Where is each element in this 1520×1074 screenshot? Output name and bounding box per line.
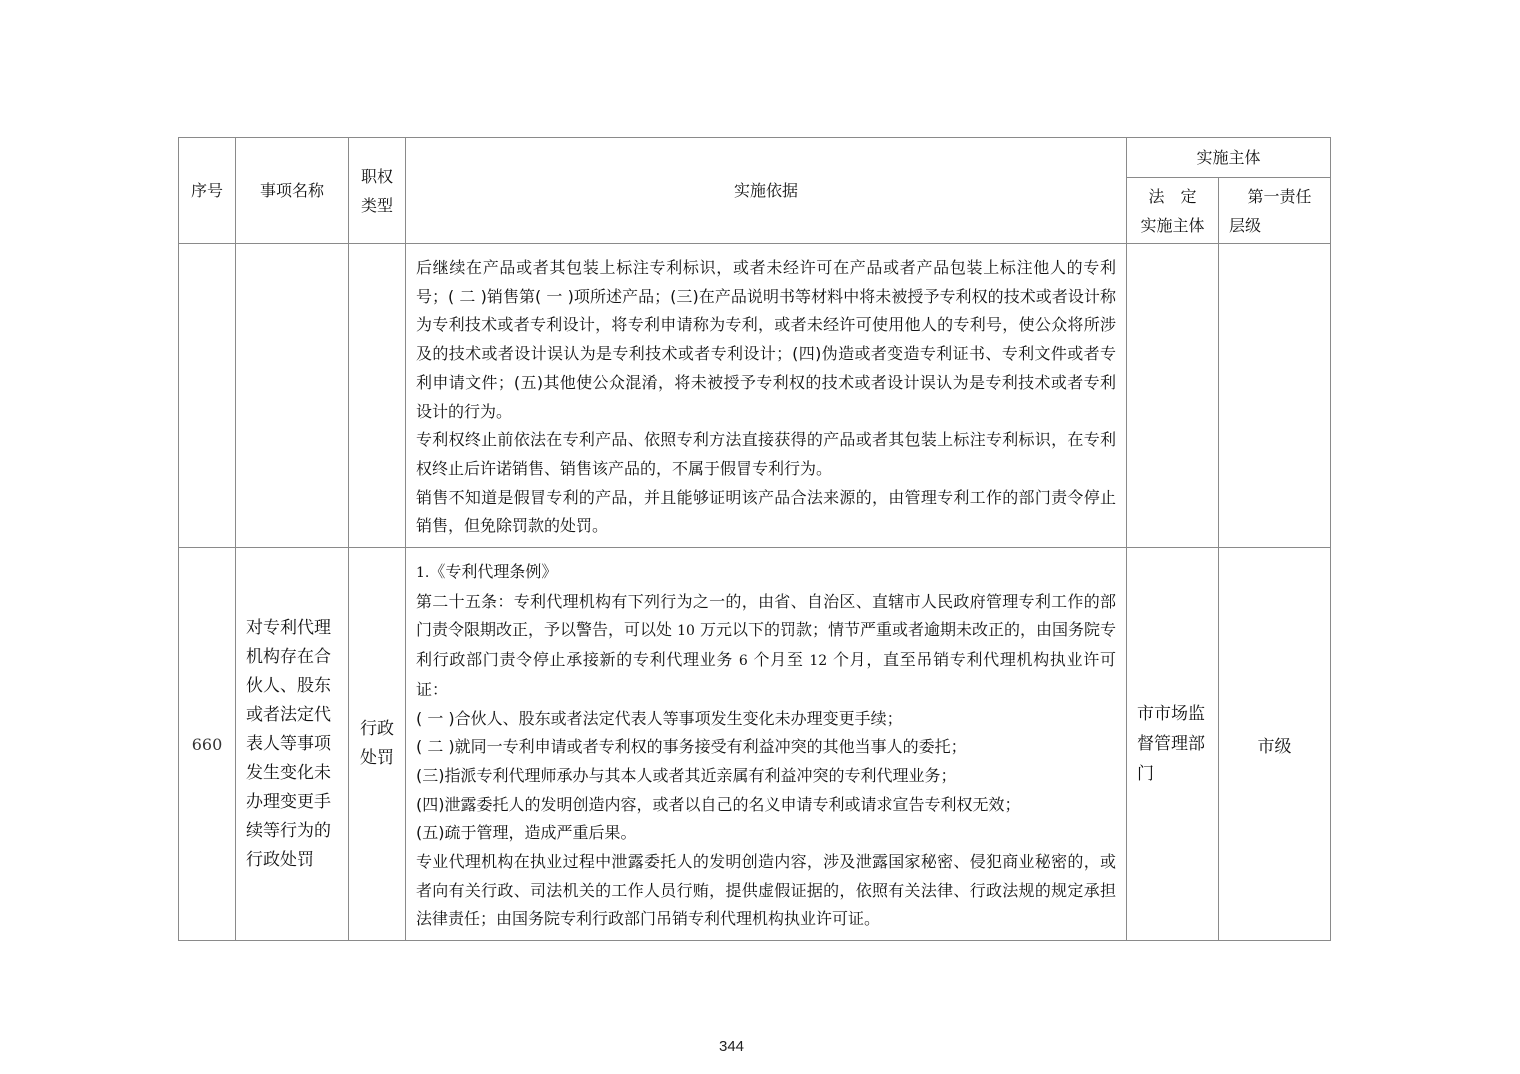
header-power-type-line1: 职权 [360, 166, 393, 186]
cell-name-empty [236, 244, 349, 548]
cell-power-type [349, 548, 406, 941]
header-legal-subject [1127, 178, 1219, 244]
article-number: 12 [809, 653, 828, 670]
basis-item: (五)疏于管理，造成严重后果。 [416, 823, 637, 843]
basis-title [416, 558, 1116, 588]
header-first-level [1219, 178, 1331, 244]
basis-paragraph: 销售不知道是假冒专利的产品，并且能够证明该产品合法来源的，由管理专利工作的部门责令停止销售，但免除罚款的处罚。 [416, 487, 1116, 536]
header-item-name: 事项名称 [236, 138, 349, 244]
cell-item-name: 对专利代理机构存在合伙人、股东或者法定代表人等事项发生变化未办理变更手续等行为的行政处罚 [236, 548, 349, 941]
power-type-line1: 行政 [360, 719, 394, 740]
cell-legal-subject: 市市场监督管理部门 [1127, 548, 1219, 941]
header-power-type-line2: 类型 [360, 195, 393, 215]
cell-type-empty [349, 244, 406, 548]
header-serial: 序号 [179, 138, 236, 244]
cell-serial: 660 [179, 548, 236, 941]
basis-item: (四)泄露委托人的发明创造内容，或者以自己的名义申请专利或请求宣告专利权无效； [416, 794, 1021, 814]
article-text: 第二十五条：专利代理机构有下列行为之一的，由省、自治区、直辖市人民政府管理专利工作的部门责令限期改正，予以警告，可以处 [416, 591, 1116, 640]
article-number: 10 [677, 623, 695, 640]
cell-first-level: 市级 [1219, 548, 1331, 941]
power-type-line2: 处罚 [360, 748, 394, 769]
matters-table [178, 137, 1331, 941]
table-row-660 [179, 548, 1331, 941]
basis-title-text: 《专利代理条例》 [429, 562, 558, 582]
cell-serial-empty [179, 244, 236, 548]
basis-paragraph: 专利权终止前依法在专利产品、依照专利方法直接获得的产品或者其包装上标注专利标识，在专利权终止后许诺销售、销售该产品的，不属于假冒专利行为。 [416, 430, 1116, 478]
basis-paragraph: 后继续在产品或者其包装上标注专利标识，或者未经许可在产品或者产品包装上标注他人的专利号；( 二 )销售第( 一 )项所述产品；(三)在产品说明书等材料中将未被授予专利权的技术或者设计称为专利技术或者专利设计，将专利申请称为专利，或者未经许可使用他人的专利号，使公众将所涉及的技术或者设计误认为是专利技术或者专利设计；(四)伪造或者变造专利证书、专利文件或者专利申请文件；(五)其他使公众混淆，将未被授予专利权的技术或者设计误认为是专利技术或者专利设计的行为。 [416, 258, 1116, 421]
basis-paragraph: 专业代理机构在执业过程中泄露委托人的发明创造内容，涉及泄露国家秘密、侵犯商业秘密的，或者向有关行政、司法机关的工作人员行贿，提供虚假证据的，依照有关法律、行政法规的规定承担法律责任；由国务院专利行政部门吊销专利代理机构执业许可证。 [416, 852, 1116, 929]
basis-item: ( 二 )就同一专利申请或者专利权的事务接受有利益冲突的其他当事人的委托； [416, 737, 967, 757]
page-number: 344 [718, 1038, 745, 1055]
header-first-level-line1: 第一责任 [1247, 186, 1312, 206]
cell-basis [406, 548, 1127, 941]
header-first-level-line2: 层级 [1229, 215, 1262, 235]
article-text: 个月，直至吊销专利代理机构执业许可证： [416, 650, 1116, 699]
article-text: 万元以下的罚款；情节严重或者逾期未改正的，由国务院专利行政部门责令停止承接新的专利代理业务 [416, 620, 1117, 670]
header-legal-subject-line1: 法 定 [1148, 186, 1197, 206]
cell-legal-subject-empty [1127, 244, 1219, 548]
cell-basis-continued [406, 244, 1127, 548]
basis-item: ( 一 )合伙人、股东或者法定代表人等事项发生变化未办理变更手续； [416, 708, 903, 728]
article-text: 个月至 [747, 650, 810, 670]
basis-item: (三)指派专利代理师承办与其本人或者其近亲属有利益冲突的专利代理业务； [416, 765, 957, 785]
basis-title-number: 1. [416, 565, 430, 582]
article-number: 6 [738, 653, 748, 670]
header-power-type [349, 138, 406, 244]
header-subject: 实施主体 [1127, 138, 1331, 178]
header-legal-subject-line2: 实施主体 [1140, 215, 1205, 235]
basis-article [416, 588, 1116, 705]
header-basis: 实施依据 [406, 138, 1127, 244]
table-row-continued [179, 244, 1331, 548]
cell-first-level-empty [1219, 244, 1331, 548]
